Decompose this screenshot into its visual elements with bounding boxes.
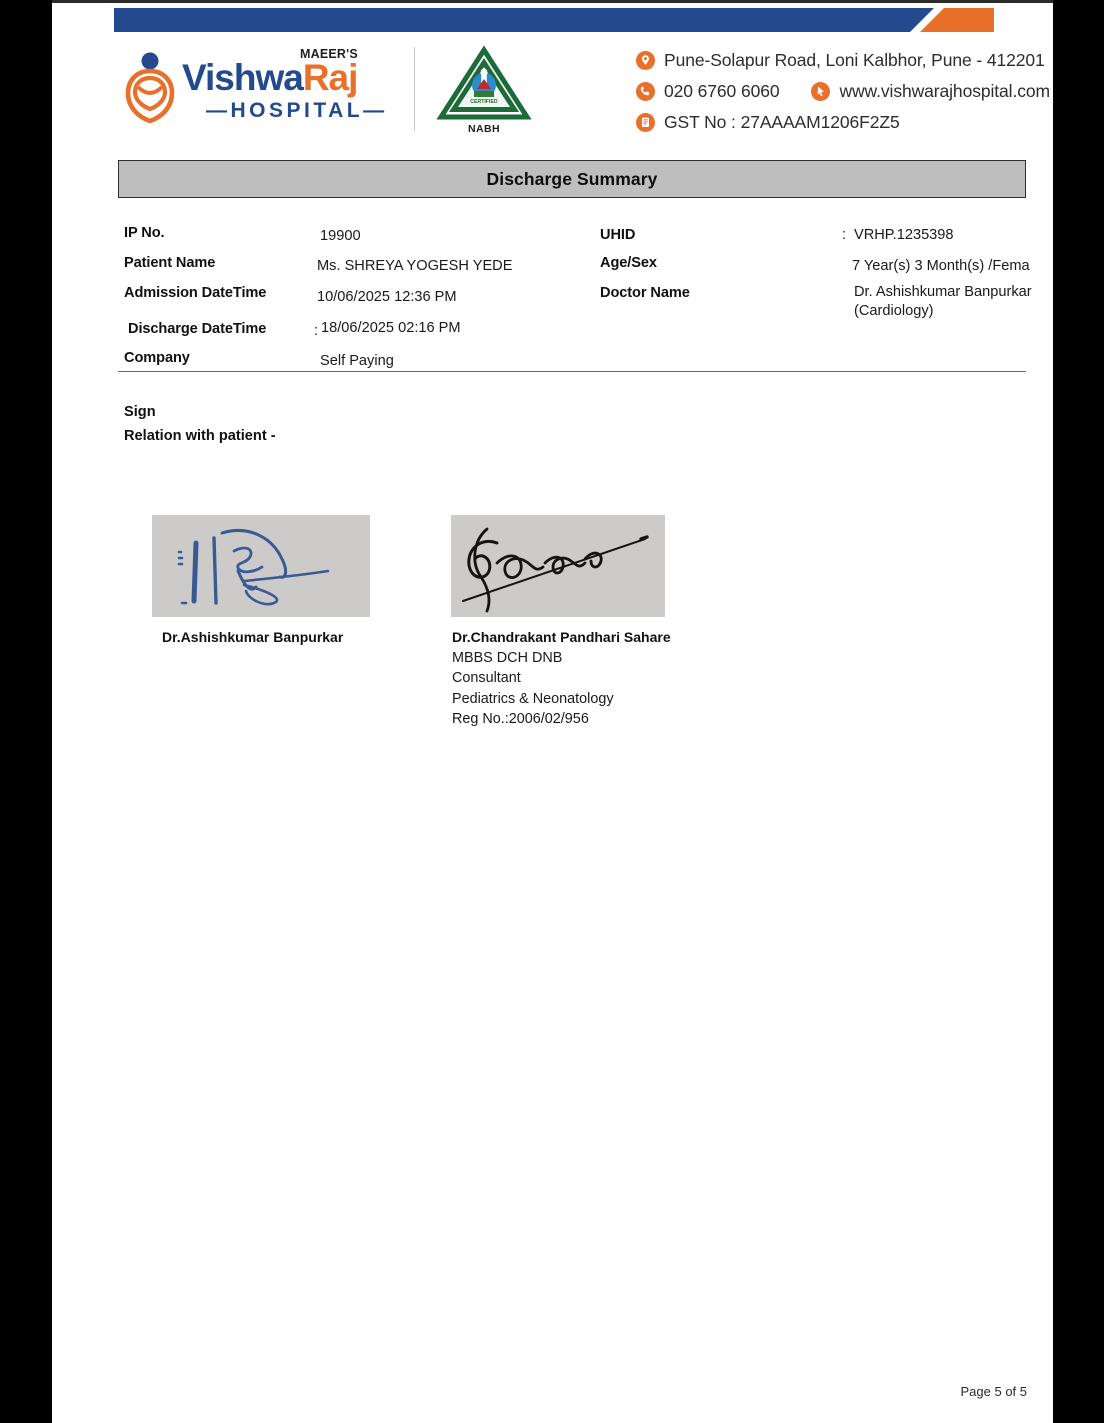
letterhead xyxy=(114,37,1053,147)
banner-orange-segment xyxy=(920,8,994,32)
label-patient-name: Patient Name xyxy=(124,255,216,271)
value-admission-datetime: 10/06/2025 12:36 PM xyxy=(317,289,457,305)
logo-maeers-text: MAEER'S xyxy=(300,47,358,61)
banner-blue-segment xyxy=(114,8,934,32)
credential-line: MBBS DCH DNB xyxy=(452,650,563,666)
vishwaraj-trinity-logo-icon xyxy=(124,51,176,123)
separator-discharge-datetime: : xyxy=(314,323,319,339)
value-age-sex: 7 Year(s) 3 Month(s) /Fema xyxy=(852,258,1030,274)
logo-hospital-text: —HOSPITAL— xyxy=(206,99,388,122)
location-pin-icon xyxy=(636,51,655,70)
label-doctor-name: Doctor Name xyxy=(600,285,690,301)
label-uhid: UHID xyxy=(600,227,636,243)
value-company: Self Paying xyxy=(320,353,394,369)
label-company: Company xyxy=(124,350,190,366)
label-admission-datetime: Admission DateTime xyxy=(124,285,267,301)
signature-image-chandrakant-sahare xyxy=(451,515,665,617)
credential-line: Pediatrics & Neonatology xyxy=(452,690,614,707)
contact-address-row xyxy=(636,45,1053,76)
sign-section-header xyxy=(124,401,276,448)
header-banner xyxy=(114,8,994,32)
details-bottom-rule xyxy=(118,371,1026,372)
label-age-sex: Age/Sex xyxy=(600,255,657,271)
value-doctor-name: Dr. Ashishkumar Banpurkar (Cardiology) xyxy=(854,284,1032,319)
contact-phone-web-row xyxy=(636,76,1053,107)
sign-label: Sign xyxy=(124,404,156,420)
signature-image-ashishkumar-banpurkar xyxy=(152,515,370,617)
separator-uhid: : xyxy=(842,227,847,243)
label-ip-no: IP No. xyxy=(124,225,165,241)
signature-name-ashishkumar-banpurkar: Dr.Ashishkumar Banpurkar xyxy=(162,629,344,645)
document-icon xyxy=(636,113,655,132)
contact-info xyxy=(636,45,1053,138)
document-page xyxy=(52,0,1053,1423)
hospital-logo xyxy=(124,43,414,143)
credential-line: Consultant xyxy=(452,670,521,687)
logo-brand-raj: Raj xyxy=(302,57,358,98)
signature-credentials-chandrakant-sahare xyxy=(452,648,614,730)
nabh-triangle-icon xyxy=(436,45,532,121)
phone-icon xyxy=(636,82,655,101)
page-footer: Page 5 of 5 xyxy=(960,1384,1027,1399)
relation-with-patient-label: Relation with patient - xyxy=(124,427,276,444)
patient-details-section xyxy=(52,213,1053,373)
document-title: Discharge Summary xyxy=(486,168,658,189)
contact-gst-row xyxy=(636,107,1053,138)
document-title-bar xyxy=(118,160,1026,198)
logo-brand-vishwa: Vishwa xyxy=(182,57,303,98)
contact-gst-text: GST No : 27AAAAM1206F2Z5 xyxy=(664,112,900,132)
value-uhid: VRHP.1235398 xyxy=(854,227,954,243)
credential-line: Reg No.:2006/02/956 xyxy=(452,711,589,728)
contact-phone-text: 020 6760 6060 xyxy=(664,81,780,101)
contact-website-text[interactable]: www.vishwarajhospital.com xyxy=(839,81,1050,101)
nabh-accreditation-badge xyxy=(436,45,532,143)
label-discharge-datetime: Discharge DateTime xyxy=(128,321,267,337)
signature-name-chandrakant-sahare: Dr.Chandrakant Pandhari Sahare xyxy=(452,629,671,645)
svg-text:CERTIFIED: CERTIFIED xyxy=(470,99,498,105)
nabh-label: NABH xyxy=(468,123,500,135)
letterhead-divider xyxy=(414,47,415,131)
cursor-pointer-icon xyxy=(811,82,830,101)
logo-brand-text xyxy=(182,58,357,98)
value-discharge-datetime: 18/06/2025 02:16 PM xyxy=(321,320,461,336)
contact-address-text: Pune-Solapur Road, Loni Kalbhor, Pune - 412201 xyxy=(664,50,1045,70)
value-ip-no: 19900 xyxy=(320,228,361,244)
value-patient-name: Ms. SHREYA YOGESH YEDE xyxy=(317,258,513,274)
